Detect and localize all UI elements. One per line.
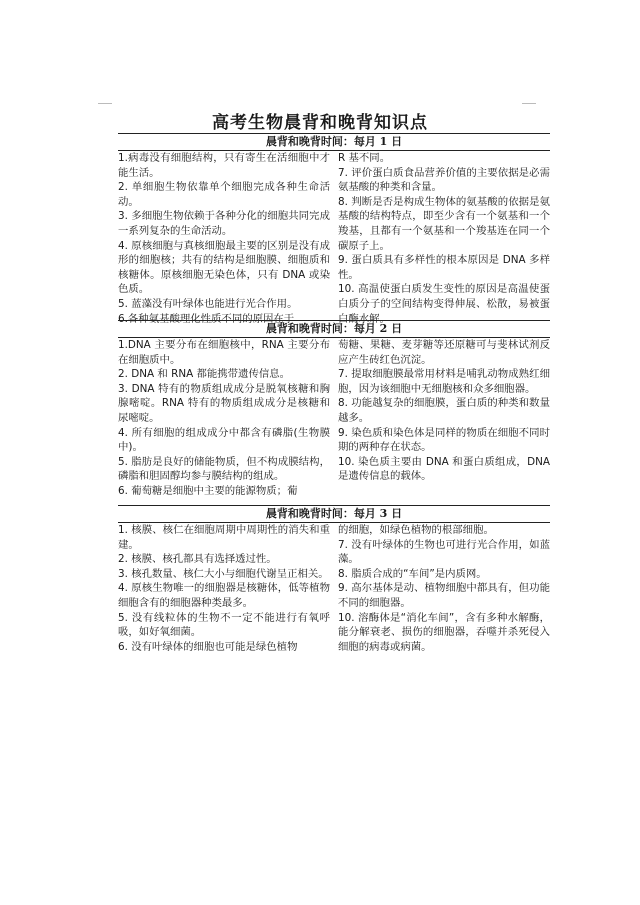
list-item: 6.各种氨基酸理化性质不同的原因在于 [118, 312, 295, 325]
section-columns [118, 151, 550, 326]
section-columns [118, 338, 550, 499]
left-column [118, 523, 330, 654]
left-column [118, 338, 330, 499]
list-item: 5. 脂肪是良好的储能物质，但不构成膜结构，磷脂和胆固醇均参与膜结构的组成。 [118, 455, 330, 483]
list-item: 2. DNA 和 RNA 都能携带遗传信息。 [118, 368, 291, 381]
section-day-1 [118, 133, 550, 326]
list-item: 10. 染色质主要由 DNA 和蛋白质组成，DNA 是遗传信息的载体。 [338, 455, 550, 483]
list-item: 4. 所有细胞的组成成分中都含有磷脂(生物膜中)。 [118, 426, 330, 454]
page-title: 高考生物晨背和晚背知识点 [212, 113, 428, 133]
list-item: 10. 高温使蛋白质发生变性的原因是高温使蛋白质分子的空间结构变得伸展、松散，易被蛋白酶水解。 [338, 283, 550, 325]
list-item: 8. 脂质合成的“车间”是内质网。 [338, 567, 487, 580]
list-item: 1.DNA 主要分布在细胞核中，RNA 主要分布在细胞质中。 [118, 339, 330, 366]
list-item: 9. 蛋白质具有多样性的根本原因是 DNA 多样性。 [338, 254, 550, 281]
list-item: 1. 核膜、核仁在细胞周期中周期性的消失和重建。 [118, 524, 330, 551]
right-column [338, 523, 550, 654]
list-item: 3. 多细胞生物依赖于各种分化的细胞共同完成一系列复杂的生命活动。 [118, 210, 330, 237]
list-item: R 基不同。 [338, 152, 391, 164]
list-item: 9. 高尔基体是动、植物细胞中都具有，但功能不同的细胞器。 [338, 582, 550, 609]
section-header: 晨背和晚背时间：每月 2 日 [118, 320, 550, 338]
list-item: 8. 判断是否是构成生物体的氨基酸的依据是氨基酸的结构特点，即至少含有一个氨基和一个羧基，且都有一个氨基和一个羧基连在同一个碳原子上。 [338, 195, 550, 252]
right-column [338, 338, 550, 499]
list-item: 7. 评价蛋白质食品营养价值的主要依据是必需氨基酸的种类和含量。 [338, 166, 550, 194]
list-item: 9. 染色质和染色体是同样的物质在细胞不同时期的两种存在状态。 [338, 426, 550, 454]
list-item: 的细胞，如绿色植物的根部细胞。 [338, 524, 494, 536]
crop-mark-left [98, 103, 112, 104]
list-item: 1.病毒没有细胞结构，只有寄生在活细胞中才能生活。 [118, 152, 330, 179]
list-item: 7. 没有叶绿体的生物也可进行光合作用，如蓝藻。 [338, 538, 550, 566]
list-item: 萄糖、果糖、麦芽糖等还原糖可与斐林试剂反应产生砖红色沉淀。 [338, 339, 550, 366]
left-column [118, 151, 330, 326]
list-item: 8. 功能越复杂的细胞膜，蛋白质的种类和数量越多。 [338, 397, 550, 424]
list-item: 4. 原核细胞与真核细胞最主要的区别是没有成形的细胞核；共有的结构是细胞膜、细胞质和核糖体。原核细胞无染色体，只有 DNA 或染色质。 [118, 239, 330, 296]
right-column [338, 151, 550, 326]
list-item: 6. 没有叶绿体的细胞也可能是绿色植物 [118, 640, 298, 653]
section-day-3 [118, 505, 550, 654]
list-item: 3. DNA 特有的物质组成成分是脱氧核糖和胸腺嘧啶。RNA 特有的物质组成成分是核糖和尿嘧啶。 [118, 382, 330, 424]
crop-mark-right [522, 103, 536, 104]
list-item: 5. 蓝藻没有叶绿体也能进行光合作用。 [118, 297, 298, 310]
list-item: 2. 单细胞生物依靠单个细胞完成各种生命活动。 [118, 181, 330, 208]
list-item: 2. 核膜、核孔都具有选择透过性。 [118, 553, 277, 566]
section-columns [118, 523, 550, 654]
list-item: 5. 没有线粒体的生物不一定不能进行有氧呼吸，如好氧细菌。 [118, 611, 330, 639]
section-day-2 [118, 320, 550, 499]
section-header: 晨背和晚背时间：每月 1 日 [118, 133, 550, 151]
section-header: 晨背和晚背时间：每月 3 日 [118, 505, 550, 523]
list-item: 7. 提取细胞膜最常用材料是哺乳动物成熟红细胞，因为该细胞中无细胞核和众多细胞器。 [338, 368, 550, 395]
list-item: 3. 核孔数量、核仁大小与细胞代谢呈正相关。 [118, 567, 329, 580]
list-item: 4. 原核生物唯一的细胞器是核糖体，低等植物细胞含有的细胞器种类最多。 [118, 582, 330, 609]
list-item: 6. 葡萄糖是细胞中主要的能源物质；葡 [118, 484, 298, 497]
list-item: 10. 溶酶体是“消化车间”，含有多种水解酶，能分解衰老、损伤的细胞器，吞噬并杀死侵入细胞的病毒或病菌。 [338, 611, 550, 653]
